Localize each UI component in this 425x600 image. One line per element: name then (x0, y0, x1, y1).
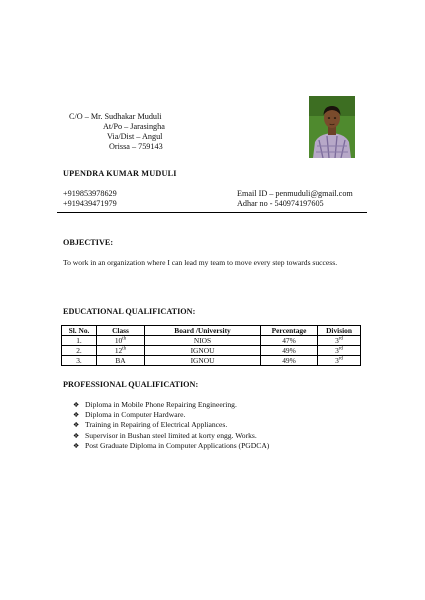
board-cell: NIOS (145, 336, 261, 346)
bullet-icon: ❖ (73, 401, 80, 409)
bullet-icon: ❖ (73, 431, 80, 440)
list-item: ❖ Training in Repairing of Electrical Appliances. (73, 420, 228, 430)
list-item: ❖ Supervisor in Bushan steel limited at korty engg. Works. (73, 430, 257, 440)
percentage-cell: 47% (261, 336, 318, 346)
objective-heading: OBJECTIVE: (63, 238, 114, 247)
objective-text: To work in an organization where I can lead my team to move every step towards success. (63, 258, 338, 267)
contact-block (63, 189, 363, 209)
column-header: Percentage (261, 326, 318, 336)
table-row (62, 356, 361, 366)
list-item: ❖ Post Graduate Diploma in Computer Applications (PGDCA) (73, 440, 270, 450)
table-row (62, 336, 361, 346)
division-cell: 3rd (318, 346, 361, 356)
address-block (69, 112, 165, 152)
percentage-cell: 49% (261, 356, 318, 366)
person-photo-icon (309, 96, 355, 158)
board-cell: IGNOU (145, 346, 261, 356)
serial-cell: 1. (62, 336, 97, 346)
column-header: Board /University (145, 326, 261, 336)
serial-cell: 2. (62, 346, 97, 356)
bullet-icon: ❖ (73, 441, 80, 450)
header-divider (57, 212, 367, 213)
board-cell: IGNOU (145, 356, 261, 366)
professional-list (73, 400, 269, 451)
division-cell: 3rd (318, 336, 361, 346)
address-line: C/O – Mr. Sudhakar Muduli (69, 112, 162, 121)
profile-photo (309, 96, 355, 158)
table-row (62, 346, 361, 356)
address-line: Via/Dist – Angul (107, 132, 163, 141)
education-table (61, 325, 361, 366)
class-cell: 10th (97, 336, 145, 346)
column-header: Class (97, 326, 145, 336)
professional-heading: PROFESSIONAL QUALIFICATION: (63, 380, 199, 389)
class-cell: 12th (97, 346, 145, 356)
phone-number: +919853978629 (63, 189, 117, 198)
phone-number: +919439471979 (63, 199, 117, 208)
bullet-icon: ❖ (73, 421, 80, 430)
class-cell: BA (97, 356, 145, 366)
education-heading: EDUCATIONAL QUALIFICATION: (63, 307, 196, 316)
bullet-icon: ❖ (73, 411, 80, 420)
list-item: ❖ Diploma in Mobile Phone Repairing Engineering. (73, 400, 237, 409)
candidate-name: UPENDRA KUMAR MUDULI (63, 169, 177, 178)
address-line: Orissa – 759143 (109, 142, 163, 151)
address-line: At/Po – Jarasingha (103, 122, 165, 131)
column-header: Division (318, 326, 361, 336)
division-cell: 3rd (318, 356, 361, 366)
table-header-row (62, 326, 361, 336)
column-header: Sl. No. (62, 326, 97, 336)
percentage-cell: 49% (261, 346, 318, 356)
serial-cell: 3. (62, 356, 97, 366)
list-item: ❖ Diploma in Computer Hardware. (73, 410, 186, 420)
adhar-number: Adhar no - 540974197605 (237, 199, 324, 208)
email-address: Email ID – penmuduli@gmail.com (237, 189, 353, 198)
